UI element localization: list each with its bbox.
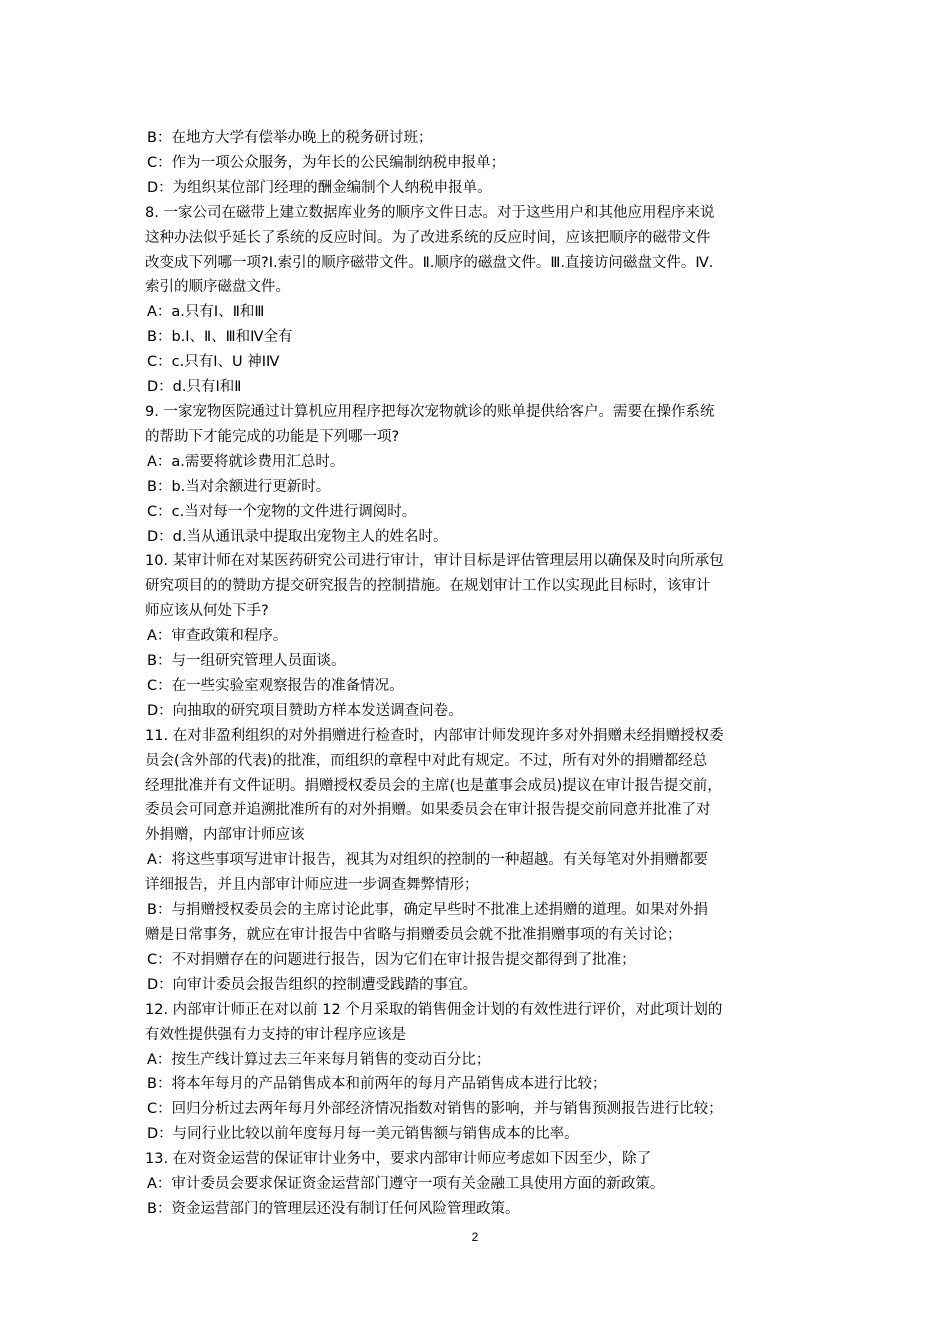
question-text-line: 的帮助下才能完成的功能是下列哪一项?: [145, 428, 400, 445]
question-text-line: 12. 内部审计师正在对以前 12 个月采取的销售佣金计划的有效性进行评价，对此项计划的: [145, 1001, 723, 1018]
answer-option-line: B：将本年每月的产品销售成本和前两年的每月产品销售成本进行比较；: [147, 1076, 607, 1093]
answer-option-line: D：向审计委员会报告组织的控制遭受践踏的事宜。: [147, 976, 478, 993]
answer-option-line: B：与一组研究管理人员面谈。: [147, 653, 346, 670]
question-text-line: 13. 在对资金运营的保证审计业务中，要求内部审计师应考虑如下因至少，除了: [145, 1151, 652, 1168]
question-text-line: 外捐赠，内部审计师应该: [145, 827, 305, 844]
answer-option-line: D：向抽取的研究项目赞助方样本发送调查问卷。: [147, 702, 463, 719]
page-body: [145, 126, 815, 1222]
question-text-line: 研究项目的的赞助方提交研究报告的控制措施。在规划审计工作以实现此目标时，该审计: [145, 578, 711, 595]
question-text-line: 改变成下列哪一项?I.索引的顺序磁带文件。Ⅱ.顺序的磁盘文件。Ⅲ.直接访问磁盘文件。Ⅳ.: [145, 254, 714, 271]
question-text-line: 委员会可同意并追溯批准所有的对外捐赠。如果委员会在审计报告提交前同意并批准了对: [145, 802, 711, 819]
question-text-line: 经理批准并有文件证明。捐赠授权委员会的主席(也是董事会成员)提议在审计报告提交前，: [145, 777, 722, 794]
answer-option-line: B：与捐赠授权委员会的主席讨论此事，确定早些时不批准上述捐赠的道理。如果对外捐: [147, 902, 708, 919]
question-text-line: 赠是日常事务，就应在审计报告中省略与捐赠委员会就不批准捐赠事项的有关讨论；: [145, 927, 682, 943]
question-text-line: 11. 在对非盈利组织的对外捐赠进行检查时，内部审计师发现许多对外捐赠未经捐赠授权委: [145, 727, 724, 744]
answer-option-line: C：c.只有Ⅰ、U 神ⅠⅣ: [147, 354, 280, 371]
page-number: 2: [471, 1230, 479, 1244]
answer-option-line: A：审查政策和程序。: [147, 628, 288, 645]
question-text-line: 10. 某审计师在对某医药研究公司进行审计，审计目标是评估管理层用以确保及时向所承包: [145, 553, 724, 570]
answer-option-line: A：a.需要将就诊费用汇总时。: [147, 453, 345, 470]
answer-option-line: B：在地方大学有偿举办晚上的税务研讨班；: [147, 130, 433, 146]
answer-option-line: B：b.Ⅰ、Ⅱ、Ⅲ和Ⅳ全有: [147, 329, 293, 346]
answer-option-line: B：资金运营部门的管理层还没有制订任何风险管理政策。: [147, 1200, 520, 1217]
answer-option-line: A：将这些事项写进审计报告，视其为对组织的控制的一种超越。有关每笔对外捐赠都要: [147, 852, 708, 869]
answer-option-line: C：回归分析过去两年每月外部经济情况指数对销售的影响，并与销售预测报告进行比较；: [147, 1101, 723, 1118]
question-text-line: 员会(含外部的代表)的批准，而组织的章程中对此有规定。不过，所有对外的捐赠都经总: [145, 752, 708, 769]
answer-option-line: A：审计委员会要求保证资金运营部门遵守一项有关金融工具使用方面的新政策。: [147, 1176, 665, 1193]
answer-option-line: D：d.只有Ⅰ和Ⅱ: [147, 379, 242, 396]
answer-option-line: C：不对捐赠存在的问题进行报告，因为它们在审计报告提交都得到了批准；: [147, 951, 636, 968]
answer-option-line: C：作为一项公众服务，为年长的公民编制纳税申报单；: [147, 154, 506, 171]
answer-option-line: C：在一些实验室观察报告的准备情况。: [147, 677, 404, 694]
question-text-line: 这种办法似乎延长了系统的反应时间。为了改进系统的反应时间，应该把顺序的磁带文件: [145, 229, 711, 246]
answer-option-line: A：按生产线计算过去三年来每月销售的变动百分比；: [147, 1051, 491, 1068]
answer-option-line: A：a.只有Ⅰ、Ⅱ和Ⅲ: [147, 304, 265, 321]
answer-option-line: D：d.当从通讯录中提取出宠物主人的姓名时。: [147, 528, 448, 545]
answer-option-line: C：c.当对每一个宠物的文件进行调阅时。: [147, 503, 417, 520]
answer-option-line: D：与同行业比较以前年度每月每一美元销售额与销售成本的比率。: [147, 1126, 579, 1143]
question-text-line: 详细报告，并且内部审计师应进一步调查舞弊情形；: [145, 877, 479, 894]
answer-option-line: B：b.当对余额进行更新时。: [147, 478, 331, 495]
question-text-line: 8. 一家公司在磁带上建立数据库业务的顺序文件日志。对于这些用户和其他应用程序来说: [145, 204, 715, 221]
answer-option-line: D：为组织某位部门经理的酬金编制个人纳税申报单。: [147, 179, 492, 196]
question-text-line: 有效性提供强有力支持的审计程序应该是: [145, 1026, 406, 1043]
question-text-line: 9. 一家宠物医院通过计算机应用程序把每次宠物就诊的账单提供给客户。需要在操作系统: [145, 403, 715, 420]
question-text-line: 索引的顺序磁盘文件。: [145, 279, 290, 296]
question-text-line: 师应该从何处下手?: [145, 603, 269, 620]
